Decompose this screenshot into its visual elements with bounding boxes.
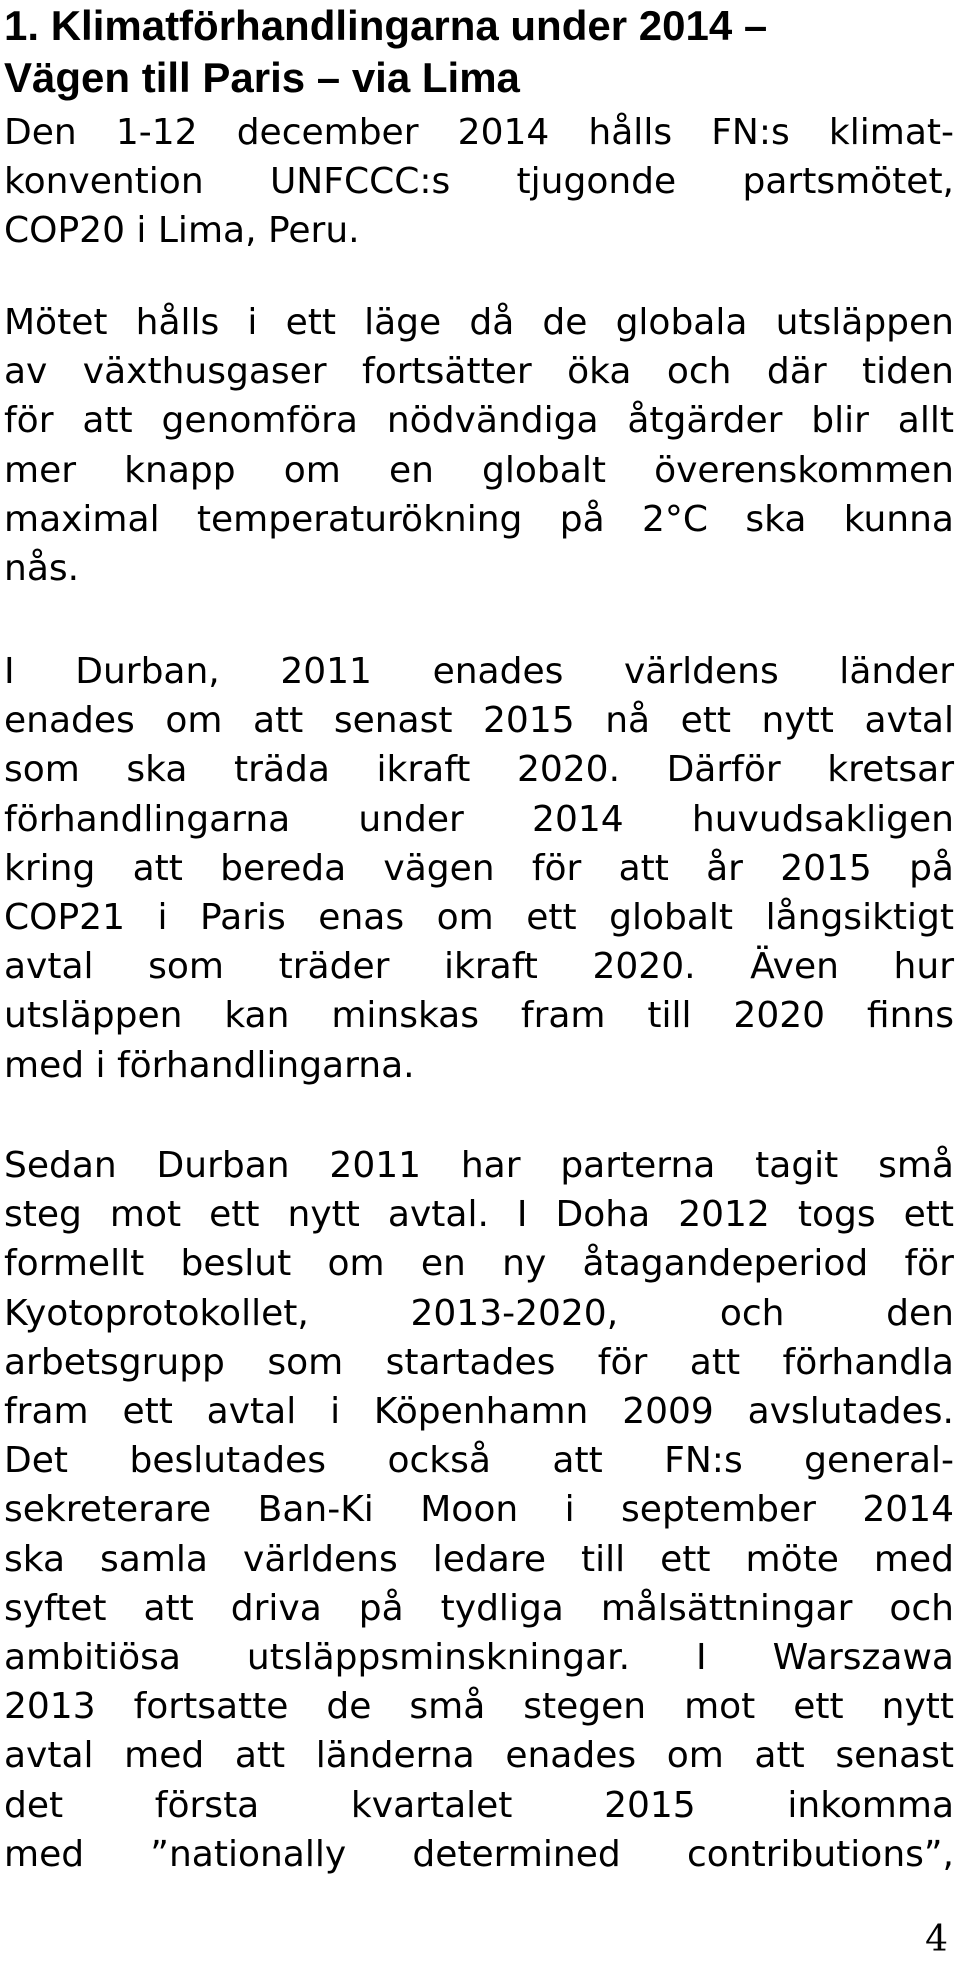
heading-line: 1. Klimatförhandlingarna under 2014 – [4,2,768,49]
paragraph-cop20-intro [4,108,954,256]
text-line: I Durban, 2011 enades världens länder [4,651,954,692]
paragraph-emissions-context [4,298,954,593]
text-line: enades om att senast 2015 nå ett nytt avtal [4,700,954,742]
text-line: konvention UNFCCC:s tjugonde partsmötet, [4,161,954,203]
text-line: Det beslutades också att FN:s general- [4,1440,954,1482]
text-line: Kyotoprotokollet, 2013-2020, och den [4,1292,954,1334]
text-line: med i förhandlingarna. [4,1044,415,1086]
text-line: steg mot ett nytt avtal. I Doha 2012 togs ett [4,1194,954,1236]
text-line: Mötet hålls i ett läge då de globala utsläppen [4,302,954,343]
text-line: formellt beslut om en ny åtagandeperiod för [4,1243,954,1285]
text-line: 2013 fortsatte de små stegen mot ett nytt [4,1686,954,1728]
text-line: med ”nationally determined contributions”, [4,1833,954,1875]
text-line: utsläppen kan minskas fram till 2020 finns [4,995,954,1037]
text-line: Sedan Durban 2011 har parterna tagit små [4,1145,954,1186]
text-line: maximal temperaturökning på 2°C ska kunna [4,498,954,540]
text-line: det första kvartalet 2015 inkomma [4,1784,954,1826]
text-line: Den 1-12 december 2014 hålls FN:s klimat- [4,112,954,153]
text-line: nås. [4,548,80,590]
page-number: 4 [925,1919,948,1960]
section-heading [4,0,944,104]
text-line: förhandlingarna under 2014 huvudsakligen [4,798,954,840]
text-line: syftet att driva på tydliga målsättningar och [4,1587,954,1629]
text-line: mer knapp om en globalt överenskommen [4,449,954,491]
text-line: sekreterare Ban-Ki Moon i september 2014 [4,1489,954,1531]
text-line: ambitiösa utsläppsminskningar. I Warszawa [4,1637,954,1679]
paragraph-durban-agreement [4,647,954,1090]
text-line: som ska träda ikraft 2020. Därför kretsar [4,749,954,791]
text-line: COP20 i Lima, Peru. [4,210,360,252]
text-line: COP21 i Paris enas om ett globalt långsiktigt [4,897,954,939]
text-line: ska samla världens ledare till ett möte med [4,1538,954,1580]
text-line: arbetsgrupp som startades för att förhandla [4,1341,954,1383]
text-line: fram ett avtal i Köpenhamn 2009 avslutades. [4,1391,954,1433]
heading-line: Vägen till Paris – via Lima [4,54,520,101]
text-line: avtal som träder ikraft 2020. Även hur [4,946,954,988]
paragraph-progress-since-durban [4,1141,954,1879]
text-line: för att genomföra nödvändiga åtgärder blir allt [4,400,954,442]
text-line: avtal med att länderna enades om att senast [4,1735,954,1777]
text-line: av växthusgaser fortsätter öka och där tiden [4,351,954,393]
text-line: kring att bereda vägen för att år 2015 på [4,847,954,889]
